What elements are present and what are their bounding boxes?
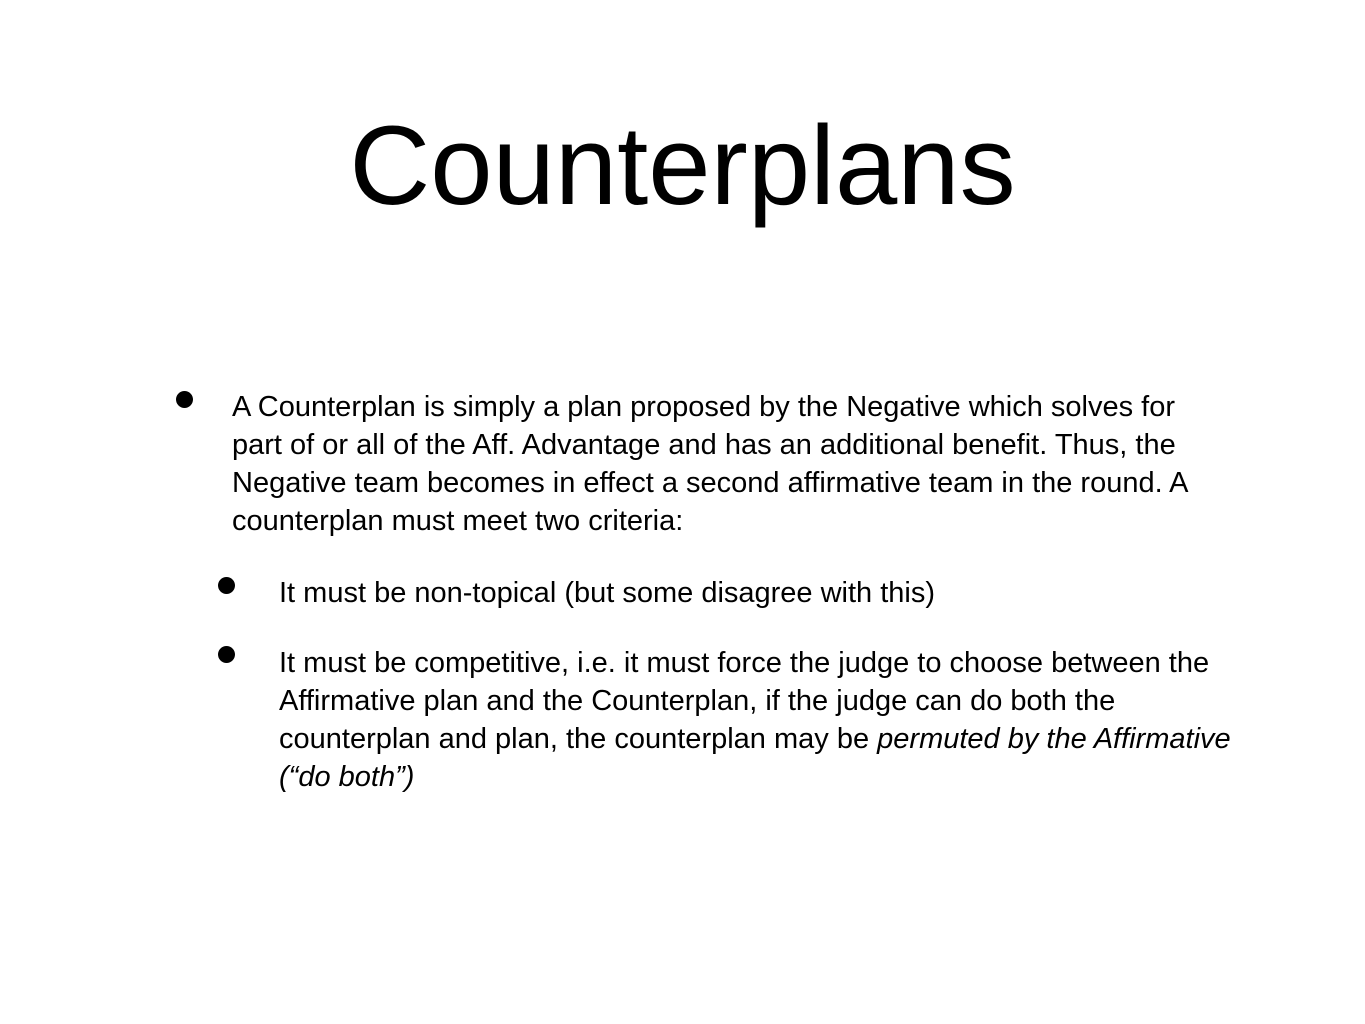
bullet-dot-icon	[218, 577, 235, 594]
bullet-dot-icon	[176, 391, 193, 408]
sub-bullet-text: It must be competitive, i.e. it must force the judge to choose between the Affirmative plan and the Counterplan, if the judge can do both the counterplan and plan, the counterplan may be	[279, 647, 1210, 755]
slide-title: Counterplans	[349, 103, 1016, 228]
sub-bullet-text: It must be non-topical (but some disagree with this)	[279, 577, 936, 609]
sub-bullet-text-wrapper	[279, 644, 1239, 796]
sub-bullet-italic-text: permuted by the Affirmative (“do both”)	[279, 723, 1231, 793]
bullet-text: A Counterplan is simply a plan proposed by the Negative which solves for part of or all of the Aff. Advantage and has an additional benefit. Thus, the Negative team becomes in effect a second affirmative team in the round. A counterplan must meet two criteria:	[232, 391, 1187, 537]
bullet-dot-icon	[218, 646, 235, 663]
